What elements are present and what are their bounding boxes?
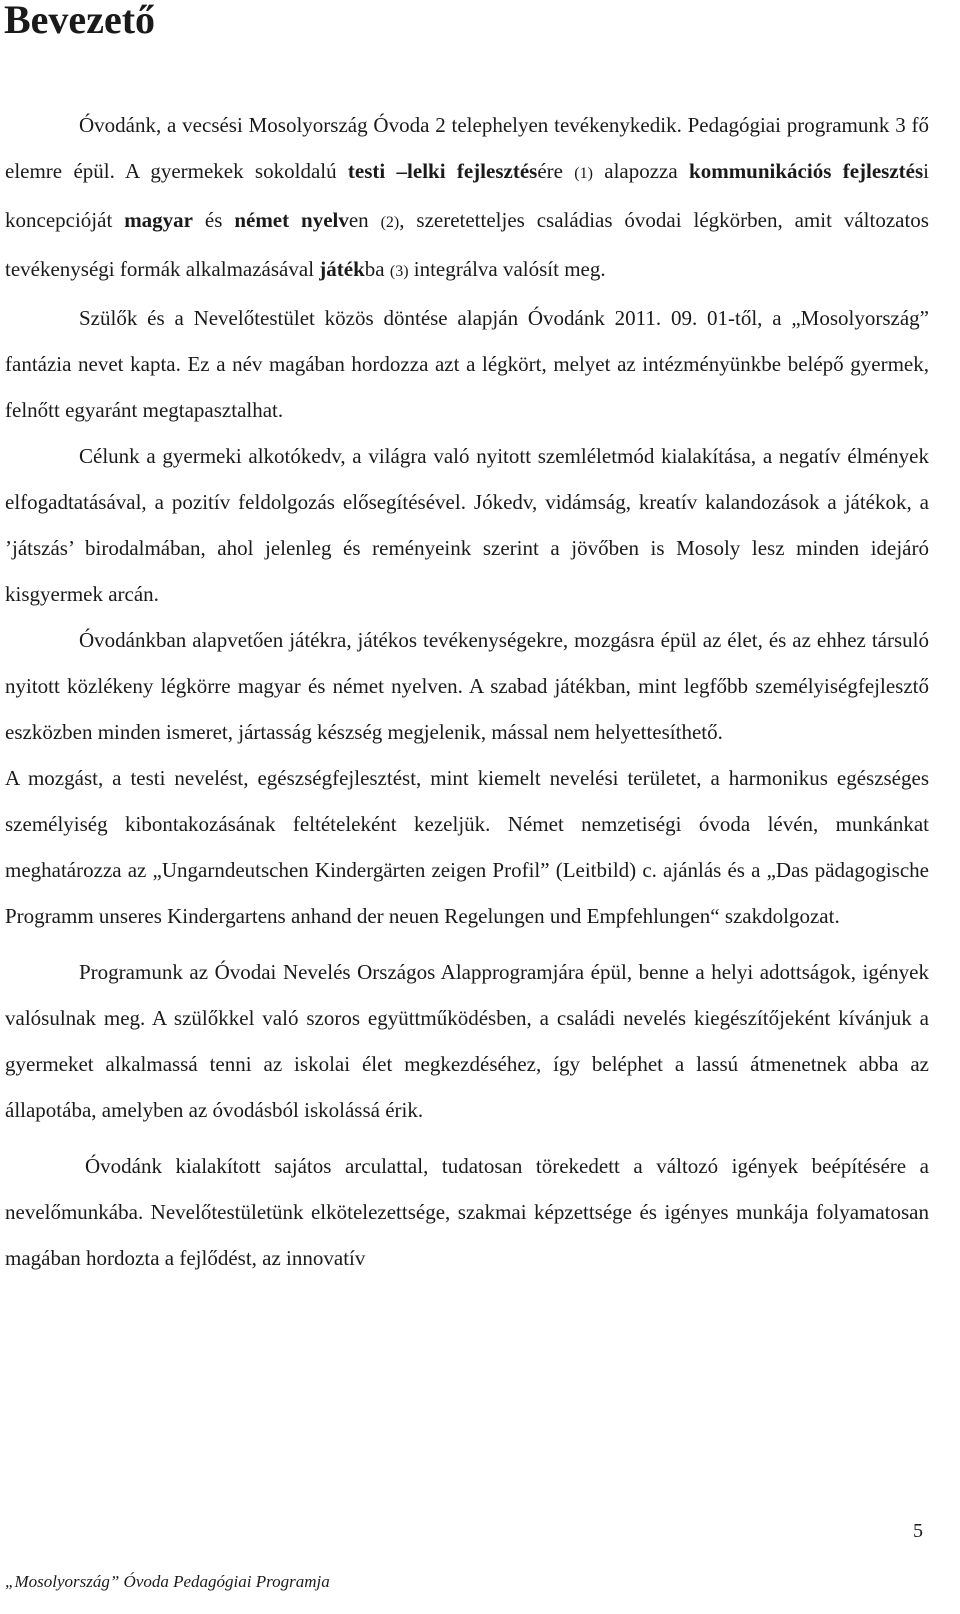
page-number: 5 — [913, 1520, 923, 1542]
paragraph-name: Szülők és a Nevelőtestület közös döntése alapján Óvodánk 2011. 09. 01-től, a „Mosolyország” fantázia nevet kapta. Ez a név magában hordozza azt a légkört, melyet az intézményünkbe belépő gyermek, felnőtt egyaránt megtapasztalhat. — [5, 306, 929, 422]
bold-run: játék — [319, 257, 365, 281]
text-run: en — [348, 208, 381, 232]
bold-run: magyar — [124, 208, 194, 232]
document-body — [5, 102, 929, 1281]
bold-run: testi –lelki fejlesztés — [347, 159, 538, 183]
text-run: Óvodánk, a vecsési Mosolyország Óvoda 2 telephelyen tevékenykedik. Pedagógiai programunk 3 fő elemre épül. A gyermekek sokoldalú — [5, 113, 929, 183]
page-title: Bevezető — [4, 0, 156, 42]
paragraph-intro — [5, 102, 929, 295]
text-run: integrálva valósít meg. — [408, 257, 606, 281]
paragraph-goals: Célunk a gyermeki alkotókedv, a világra való nyitott szemléletmód kialakítása, a negatív élmények elfogadtatásával, a pozitív feldolgozás elősegítésével. Jókedv, vidámság, kreatív kalandozások a játékok, a ’játszás’ birodalmában, ahol jelenleg és reményeink szerint a jövőben is Mosoly lesz minden idejáró kisgyermek arcán. — [5, 444, 929, 606]
text-run: i koncepcióját — [5, 159, 929, 232]
text-run: ére — [537, 159, 575, 183]
paragraph-profile: Óvodánk kialakított sajátos arculattal, tudatosan törekedett a változó igények beépítésére a nevelőmunkába. Nevelőtestületünk elkötelezettsége, szakmai képzettsége és igényes munkája folyamatosan magában hordozta a fejlődést, az innovatív — [5, 1154, 929, 1270]
element-number: (2) — [380, 214, 400, 231]
text-run: és — [193, 208, 235, 232]
paragraph-play: Óvodánkban alapvetően játékra, játékos tevékenységekre, mozgásra épül az élet, és az ehhez társuló nyitott közlékeny légkörre magyar és német nyelven. A szabad játékban, mint legfőbb személyiségfejlesztő eszközben minden ismeret, jártasság készség megjelenik, mással nem helyettesíthető. — [5, 628, 929, 744]
text-run: , szeretetteljes családias óvodai légkörben, amit változatos tevékenységi formák alkalmazásával — [5, 208, 929, 281]
paragraph-movement: A mozgást, a testi nevelést, egészségfejlesztést, mint kiemelt nevelési területet, a harmonikus egészséges személyiség kibontakozásának feltételeként kezeljük. Német nemzetiségi óvoda lévén, munkánkat meghatározza az „Ungarndeutschen Kindergärten zeigen Profil” (Leitbild) c. ajánlás és a „Das pädagogische Programm unseres Kindergartens anhand der neuen Regelungen und Empfehlungen“ szakdolgozat. — [5, 766, 929, 928]
bold-run: német nyelv — [234, 208, 349, 232]
paragraph-program: Programunk az Óvodai Nevelés Országos Alapprogramjára épül, benne a helyi adottságok, igények valósulnak meg. A szülőkkel való szoros együttműködésben, a családi nevelés kiegészítőjeként kívánjuk a gyermeket alkalmassá tenni az iskolai élet megkezdéséhez, így beléphet a lassú átmenetnek abba az állapotába, amelyben az óvodásból iskolássá érik. — [5, 960, 929, 1122]
page-footer: „Mosolyország” Óvoda Pedagógiai Programja — [5, 1572, 330, 1591]
text-run: alapozza — [592, 159, 690, 183]
element-number: (1) — [574, 165, 593, 182]
text-run: ba — [364, 257, 390, 281]
element-number: (3) — [389, 263, 409, 280]
bold-run: kommunikációs fejlesztés — [689, 159, 924, 183]
